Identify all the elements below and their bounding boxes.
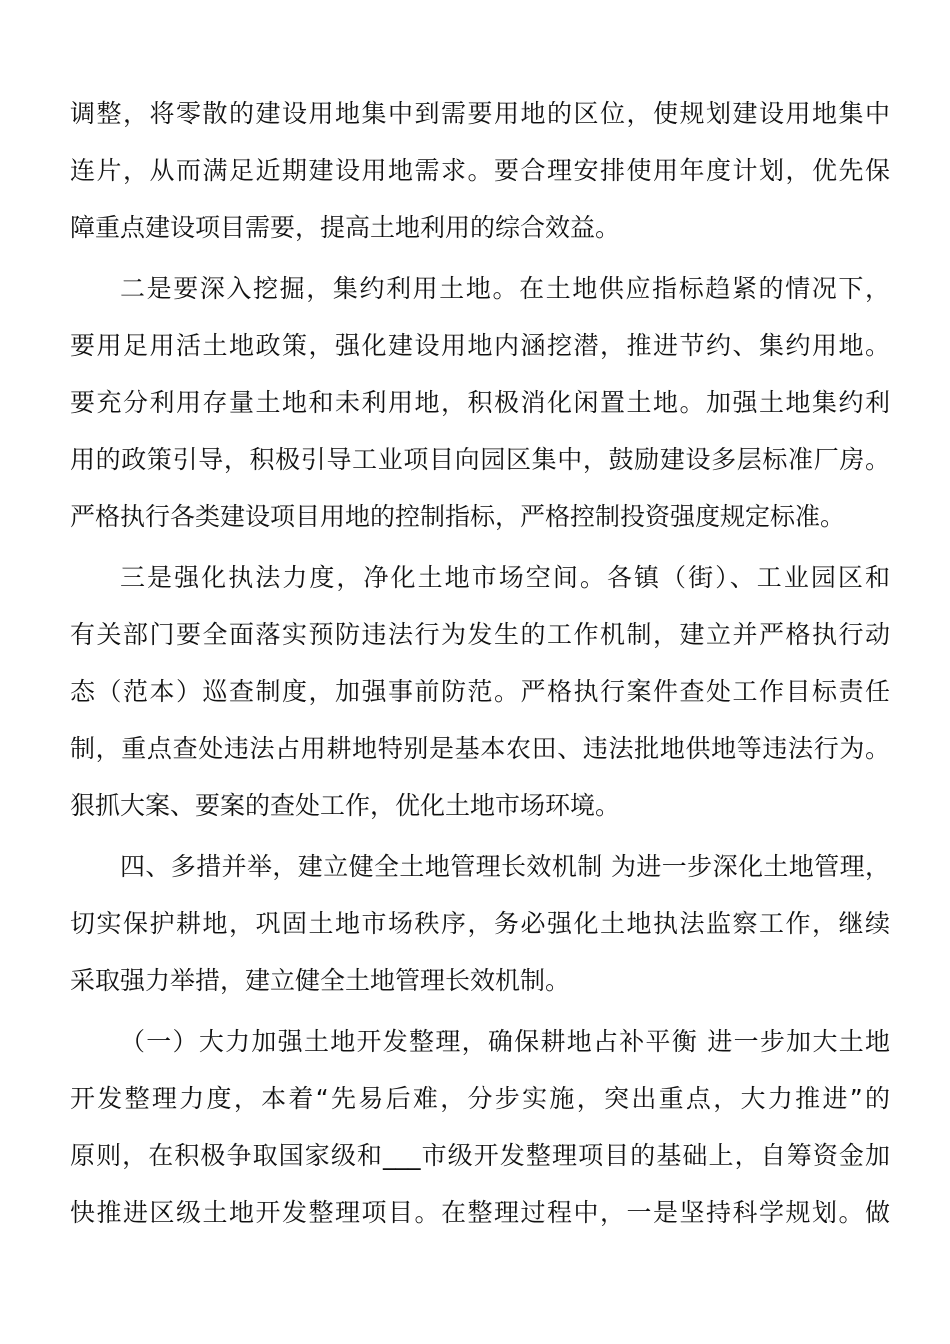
text-line: 切实保护耕地，巩固土地市场秩序，务必强化土地执法监察工作，继续 [70, 909, 890, 938]
text-line: （一）大力加强土地开发整理，确保耕地占补平衡 进一步加大土地 [120, 1027, 890, 1056]
text-line: 二是要深入挖掘，集约利用土地。在土地供应指标趋紧的情况下， [120, 274, 890, 303]
text-line: 要用足用活土地政策，强化建设用地内涵挖潜，推进节约、集约用地。 [70, 331, 890, 360]
text-line: 采取强力举措，建立健全土地管理长效机制。 [70, 966, 571, 995]
text-line: 狠抓大案、要案的查处工作，优化土地市场环境。 [70, 791, 621, 820]
text-line: 连片，从而满足近期建设用地需求。要合理安排使用年度计划，优先保 [70, 156, 890, 185]
text-line: 快推进区级土地开发整理项目。在整理过程中，一是坚持科学规划。做 [70, 1198, 890, 1227]
text-line: 开发整理力度，本着“先易后难，分步实施，突出重点，大力推进”的 [70, 1084, 890, 1113]
text-line: 原则，在积极争取国家级和___市级开发整理项目的基础上，自筹资金加 [70, 1141, 890, 1170]
text-line: 严格执行各类建设项目用地的控制指标，严格控制投资强度规定标准。 [70, 502, 846, 531]
text-line: 障重点建设项目需要，提高土地利用的综合效益。 [70, 213, 621, 242]
text-line: 态（范本）巡查制度，加强事前防范。严格执行案件查处工作目标责任 [70, 677, 890, 706]
text-line: 要充分利用存量土地和未利用地，积极消化闲置土地。加强土地集约利 [70, 388, 890, 417]
text-line: 用的政策引导，积极引导工业项目向园区集中，鼓励建设多层标准厂房。 [70, 445, 890, 474]
text-line: 四、多措并举，建立健全土地管理长效机制 为进一步深化土地管理， [120, 852, 890, 881]
text-line: 调整，将零散的建设用地集中到需要用地的区位，使规划建设用地集中 [70, 99, 890, 128]
text-line: 有关部门要全面落实预防违法行为发生的工作机制，建立并严格执行动 [70, 620, 890, 649]
text-line: 三是强化执法力度，净化土地市场空间。各镇（街）、工业园区和 [120, 563, 890, 592]
text-line: 制，重点查处违法占用耕地特别是基本农田、违法批地供地等违法行为。 [70, 734, 890, 763]
